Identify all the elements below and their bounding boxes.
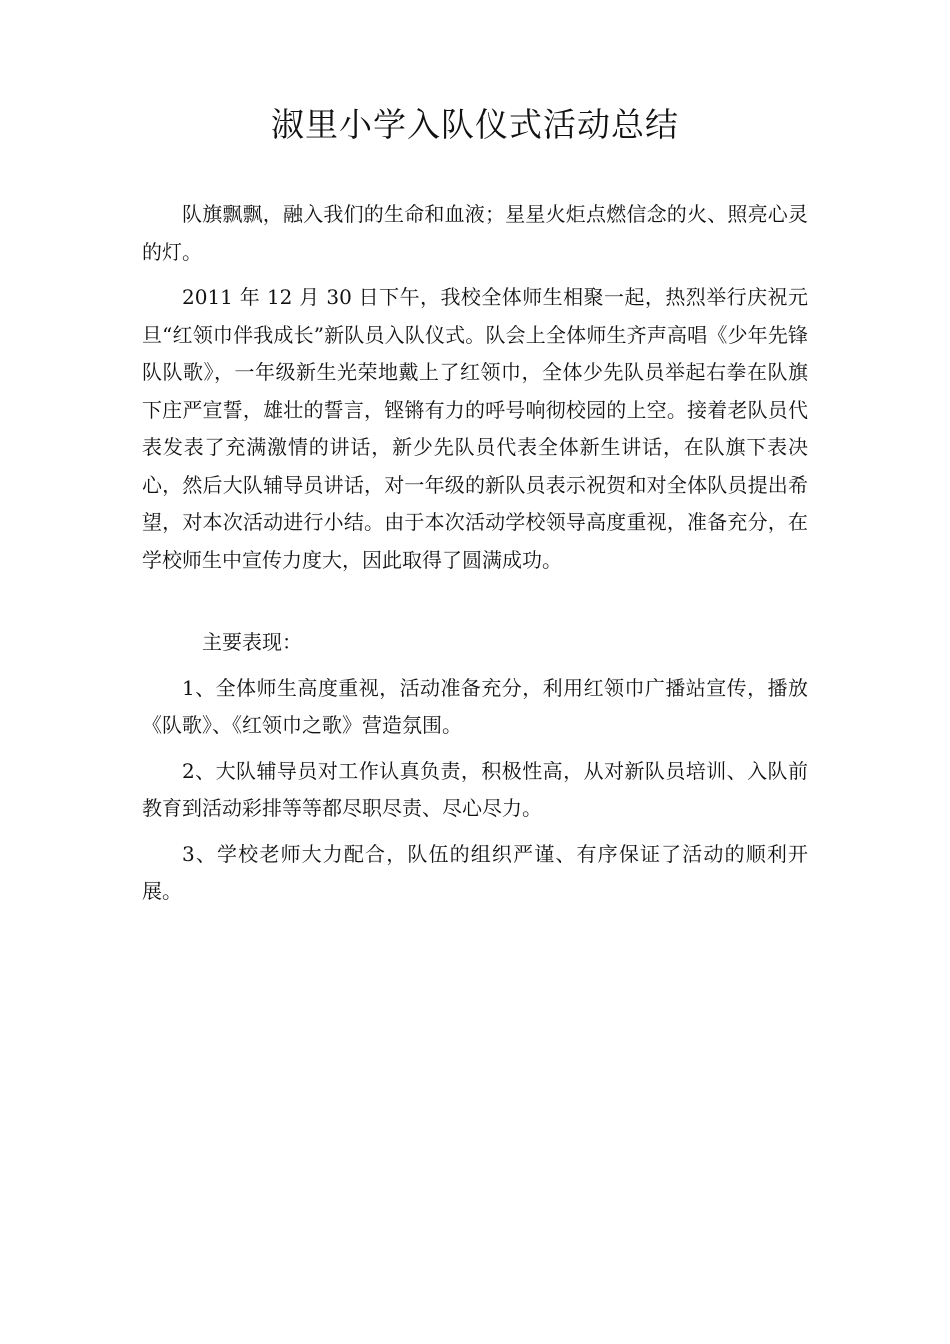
point-item-3: 3、学校老师大力配合，队伍的组织严谨、有序保证了活动的顺利开展。 bbox=[142, 841, 808, 903]
section-spacer bbox=[142, 587, 808, 624]
point-item-2: 2、大队辅导员对工作认真负责，积极性高，从对新队员培训、入队前教育到活动彩排等等都尽职尽责、尽心尽力。 bbox=[142, 758, 808, 820]
section-heading: 主要表现： bbox=[202, 630, 302, 654]
event-description-paragraph: 2011 年 12 月 30 日下午，我校全体师生相聚一起，热烈举行庆祝元旦“红领巾伴我成长”新队员入队仪式。队会上全体师生齐声高唱《少年先锋队队歌》，一年级新生光荣地戴上了红领巾，全体少先队员举起右拳在队旗下庄严宣誓，雄壮的誓言，铿锵有力的呼号响彻校园的上空。接着老队员代表发表了充满激情的讲话，新少先队员代表全体新生讲话，在队旗下表决心，然后大队辅导员讲话，对一年级的新队员表示祝贺和对全体队员提出希望，对本次活动进行小结。由于本次活动学校领导高度重视，准备充分，在学校师生中宣传力度大，因此取得了圆满成功。 bbox=[142, 285, 808, 572]
point-item-1: 1、全体师生高度重视，活动准备充分，利用红领巾广播站宣传，播放《队歌》、《红领巾之歌》营造氛围。 bbox=[142, 675, 808, 737]
intro-paragraph: 队旗飘飘，融入我们的生命和血液；星星火炬点燃信念的火、照亮心灵的灯。 bbox=[142, 202, 808, 264]
document-body bbox=[142, 196, 808, 919]
document-title: 淑里小学入队仪式活动总结 bbox=[271, 105, 679, 144]
